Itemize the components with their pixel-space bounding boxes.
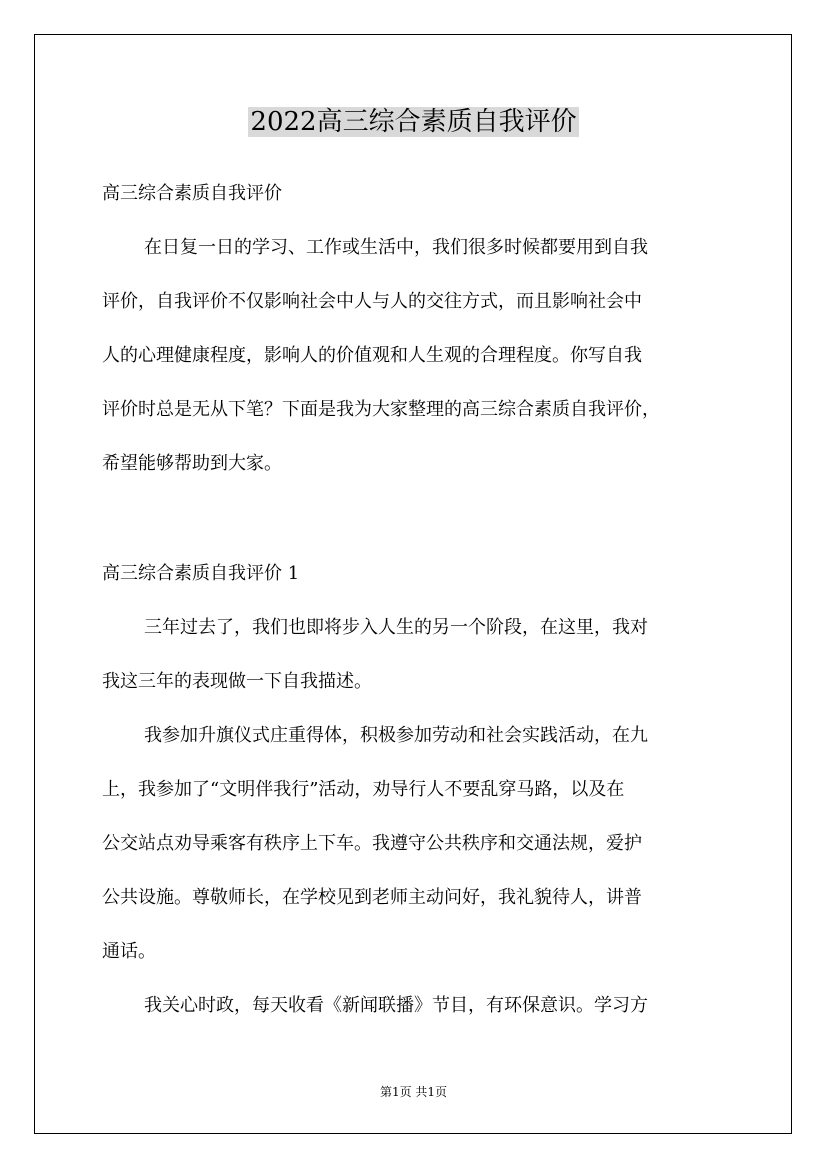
body-line-6: 公共设施。尊敬师长，在学校见到老师主动问好，我礼貌待人，讲普 — [102, 887, 642, 908]
page-footer: 第1页 共1页 — [379, 1085, 448, 1099]
body-line-5: 公交站点劝导乘客有秩序上下车。我遵守公共秩序和交通法规，爱护 — [102, 833, 642, 854]
body-line-1: 三年过去了，我们也即将步入人生的另一个阶段，在这里，我对 — [144, 617, 648, 638]
intro-line-3: 人的心理健康程度，影响人的价值观和人生观的合理程度。你写自我 — [102, 345, 642, 366]
intro-line-4: 评价时总是无从下笔？下面是我为大家整理的高三综合素质自我评价， — [102, 399, 660, 420]
body-line-7: 通话。 — [102, 941, 156, 962]
intro-line-1: 在日复一日的学习、工作或生活中，我们很多时候都要用到自我 — [144, 237, 648, 258]
document-title: 2022高三综合素质自我评价 — [250, 107, 577, 137]
body-line-8: 我关心时政，每天收看《新闻联播》节目，有环保意识。学习方 — [144, 995, 648, 1016]
section-heading: 高三综合素质自我评价 1 — [102, 563, 300, 584]
body-line-2: 我这三年的表现做一下自我描述。 — [102, 671, 372, 692]
document-subtitle: 高三综合素质自我评价 — [102, 183, 282, 204]
body-line-3: 我参加升旗仪式庄重得体，积极参加劳动和社会实践活动，在九 — [144, 725, 648, 746]
intro-line-2: 评价，自我评价不仅影响社会中人与人的交往方式，而且影响社会中 — [102, 291, 642, 312]
body-line-4: 上，我参加了“文明伴我行”活动，劝导行人不要乱穿马路，以及在 — [102, 779, 625, 800]
intro-line-5: 希望能够帮助到大家。 — [102, 453, 282, 474]
